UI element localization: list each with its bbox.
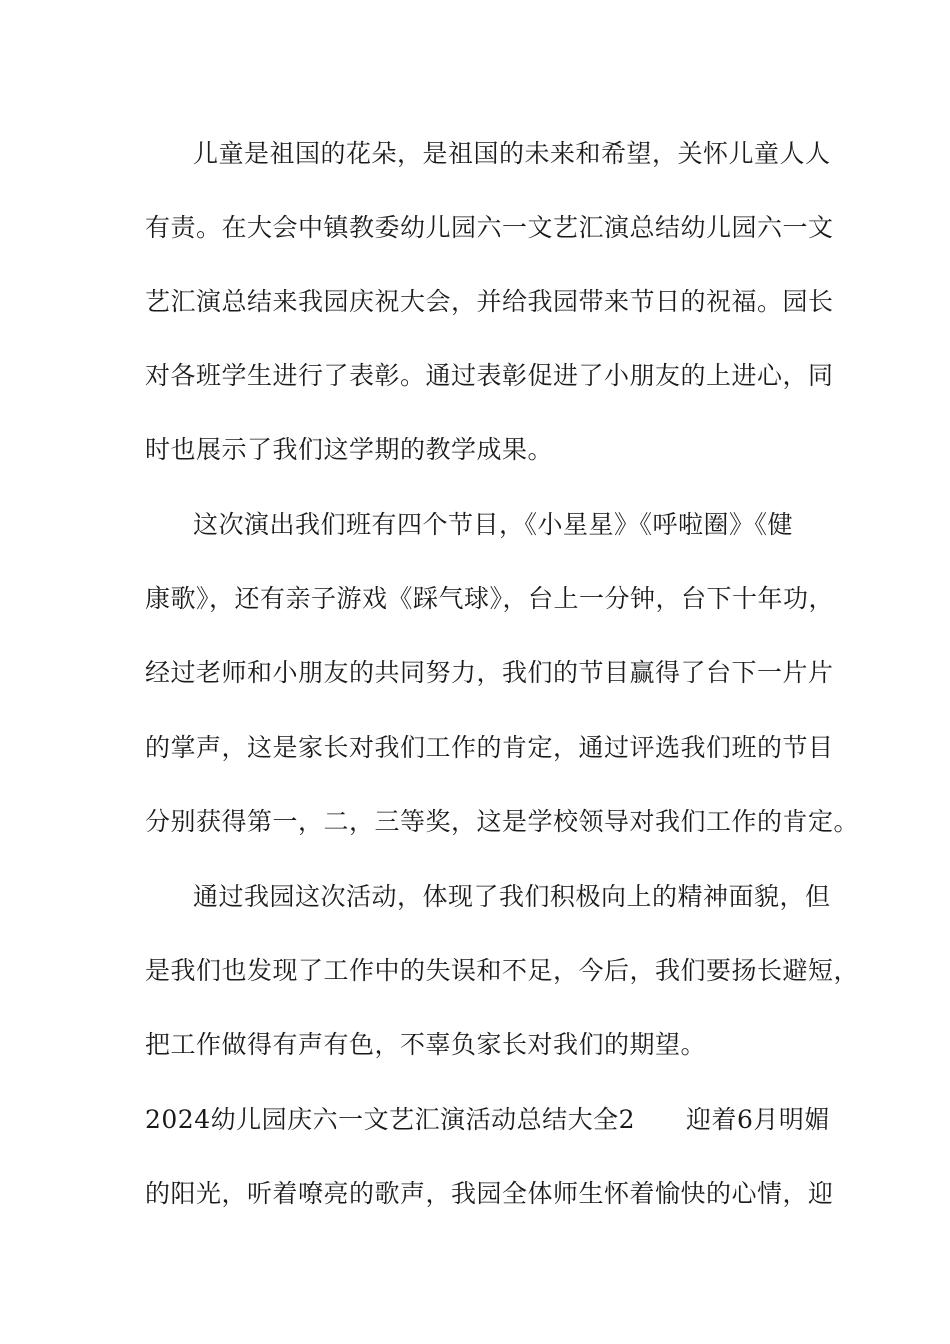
text-line: 分别获得第一，二，三等奖，这是学校领导对我们工作的肯定。 bbox=[145, 807, 860, 836]
text-line: 这次演出我们班有四个节目，《小星星》《呼啦圈》《健 bbox=[193, 510, 794, 539]
text-line: 对各班学生进行了表彰。通过表彰促进了小朋友的上进心，同 bbox=[145, 361, 834, 390]
text-line: 经过老师和小朋友的共同努力，我们的节目赢得了台下一片片 bbox=[145, 658, 834, 687]
text-line: 把工作做得有声有色，不辜负家长对我们的期望。 bbox=[145, 1030, 707, 1059]
text-line: 康歌》，还有亲子游戏《踩气球》，台上一分钟，台下十年功， bbox=[145, 584, 835, 613]
text-line: 时也展示了我们这学期的教学成果。 bbox=[145, 435, 554, 464]
text-line: 是我们也发现了工作中的失误和不足，今后，我们要扬长避短， bbox=[145, 956, 860, 985]
text-line: 的掌声，这是家长对我们工作的肯定，通过评选我们班的节目 bbox=[145, 733, 834, 762]
text-line: 2024幼儿园庆六一文艺汇演活动总结大全2 迎着6月明媚 bbox=[145, 1105, 830, 1134]
text-line: 儿童是祖国的花朵，是祖国的未来和希望，关怀儿童人人 bbox=[193, 139, 831, 168]
text-line: 的阳光，听着嘹亮的歌声，我园全体师生怀着愉快的心情，迎 bbox=[145, 1179, 834, 1208]
text-line: 有责。在大会中镇教委幼儿园六一文艺汇演总结幼儿园六一文 bbox=[145, 213, 834, 242]
text-line: 通过我园这次活动，体现了我们积极向上的精神面貌，但 bbox=[193, 882, 831, 911]
text-line: 艺汇演总结来我园庆祝大会，并给我园带来节日的祝福。园长 bbox=[145, 287, 834, 316]
